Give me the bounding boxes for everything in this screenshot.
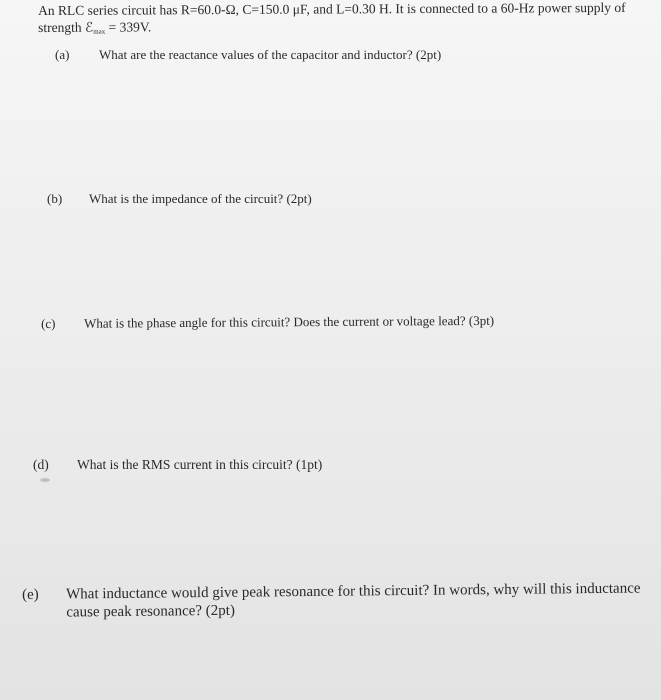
question-a xyxy=(55,47,441,63)
question-letter: (a) xyxy=(55,47,70,62)
question-e xyxy=(22,579,646,622)
question-text: What is the impedance of the circuit? (2pt) xyxy=(89,191,312,206)
emf-subscript: max xyxy=(93,27,106,36)
question-text: What inductance would give peak resonance for this circuit? In words, why will this inductance cause peak resonance? (2pt) xyxy=(66,580,641,621)
emf-value: = 339V. xyxy=(105,19,152,35)
question-text: What is the phase angle for this circuit? Does the current or voltage lead? (3pt) xyxy=(83,312,495,331)
question-b xyxy=(47,191,312,207)
question-letter: (c) xyxy=(41,315,56,331)
question-text: What are the reactance values of the capacitor and inductor? (2pt) xyxy=(99,47,442,62)
question-letter: (d) xyxy=(33,457,49,472)
problem-statement-line-2 xyxy=(38,16,638,41)
question-text: What is the RMS current in this circuit? (1pt) xyxy=(77,457,323,472)
problem-statement xyxy=(38,0,638,41)
question-letter: (b) xyxy=(47,191,63,206)
question-c xyxy=(41,313,494,332)
ink-smudge xyxy=(40,478,50,482)
emf-label: strength ℰ xyxy=(38,19,94,35)
problem-statement-line-1: An RLC series circuit has R=60.0-Ω, C=150.0 μF, and L=0.30 H. It is connected to a 60-Hz power supply of xyxy=(38,0,626,18)
question-d xyxy=(33,457,322,473)
question-letter: (e) xyxy=(22,586,39,603)
